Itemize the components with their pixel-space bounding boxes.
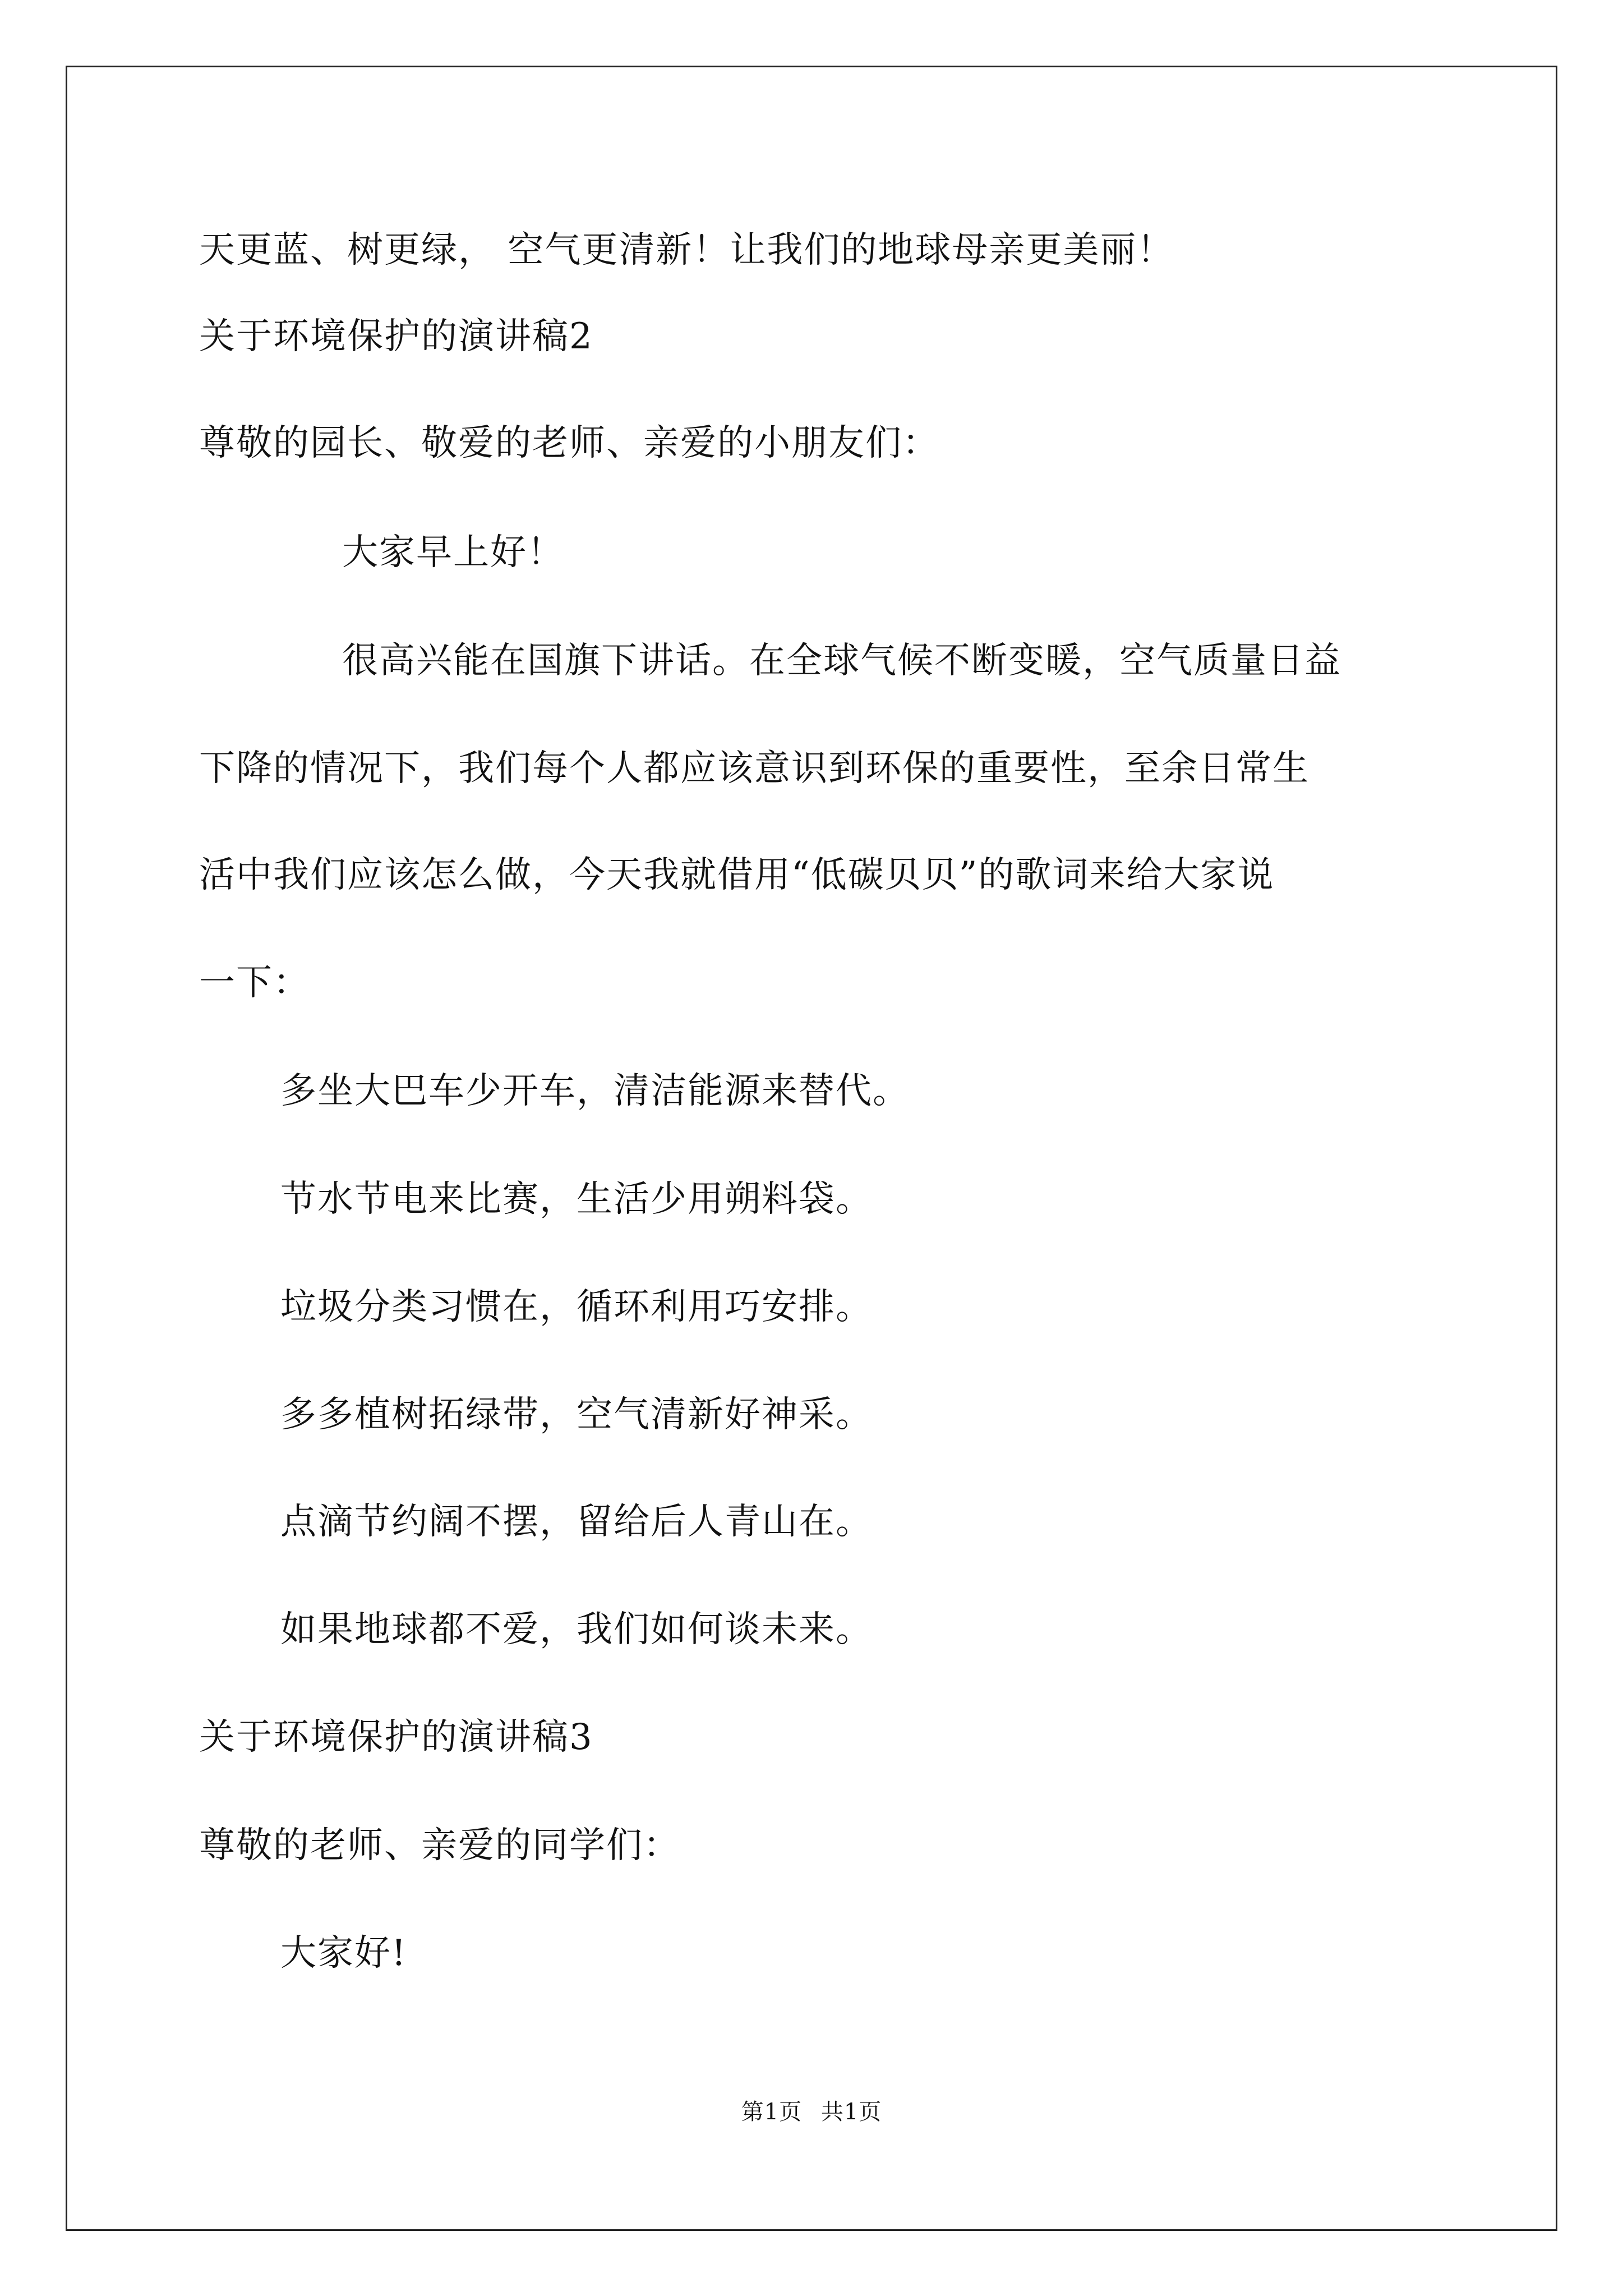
page-footer: [0, 2098, 1623, 2126]
greeting-line-3: 尊敬的老师、亲爱的同学们：: [199, 1825, 680, 1866]
paragraph-line-2: 下降的情况下，我们每个人都应该意识到环保的重要性，至余日常生: [199, 748, 1310, 789]
greeting-line: 尊敬的园长、敬爱的老师、亲爱的小朋友们：: [199, 422, 939, 464]
lyric-line-5: 点滴节约阔不摆，留给后人青山在。: [280, 1501, 873, 1543]
lyric-line-3: 垃圾分类习惯在，循环利用巧安排。: [280, 1286, 873, 1328]
section-heading-2: 关于环境保护的演讲稿2: [199, 316, 593, 357]
salutation-line-3: 大家好!: [280, 1932, 407, 1974]
page-total: 共1页: [820, 2099, 882, 2125]
lyric-line-6: 如果地球都不爱，我们如何谈未来。: [280, 1609, 873, 1650]
lyric-line-2: 节水节电来比赛，生活少用朔料袋。: [280, 1179, 873, 1220]
salutation-line: 大家早上好！: [342, 532, 564, 573]
page-border: [66, 66, 1557, 2231]
page-number: 第1页: [741, 2099, 803, 2125]
lyric-line-1: 多坐大巴车少开车，清洁能源来替代。: [280, 1070, 910, 1112]
paragraph-line-4: 一下：: [199, 962, 310, 1004]
text-line-1: 天更蓝、树更绿， 空气更清新！让我们的地球母亲更美丽！: [199, 229, 1174, 271]
paragraph-line-3: 活中我们应该怎么做，今天我就借用“低碳贝贝”的歌词来给大家说: [199, 854, 1275, 896]
lyric-line-4: 多多植树拓绿带，空气清新好神采。: [280, 1394, 873, 1435]
section-heading-3: 关于环境保护的演讲稿3: [199, 1717, 593, 1758]
paragraph-line-1: 很高兴能在国旗下讲话。在全球气候不断变暖，空气质量日益: [342, 640, 1341, 682]
